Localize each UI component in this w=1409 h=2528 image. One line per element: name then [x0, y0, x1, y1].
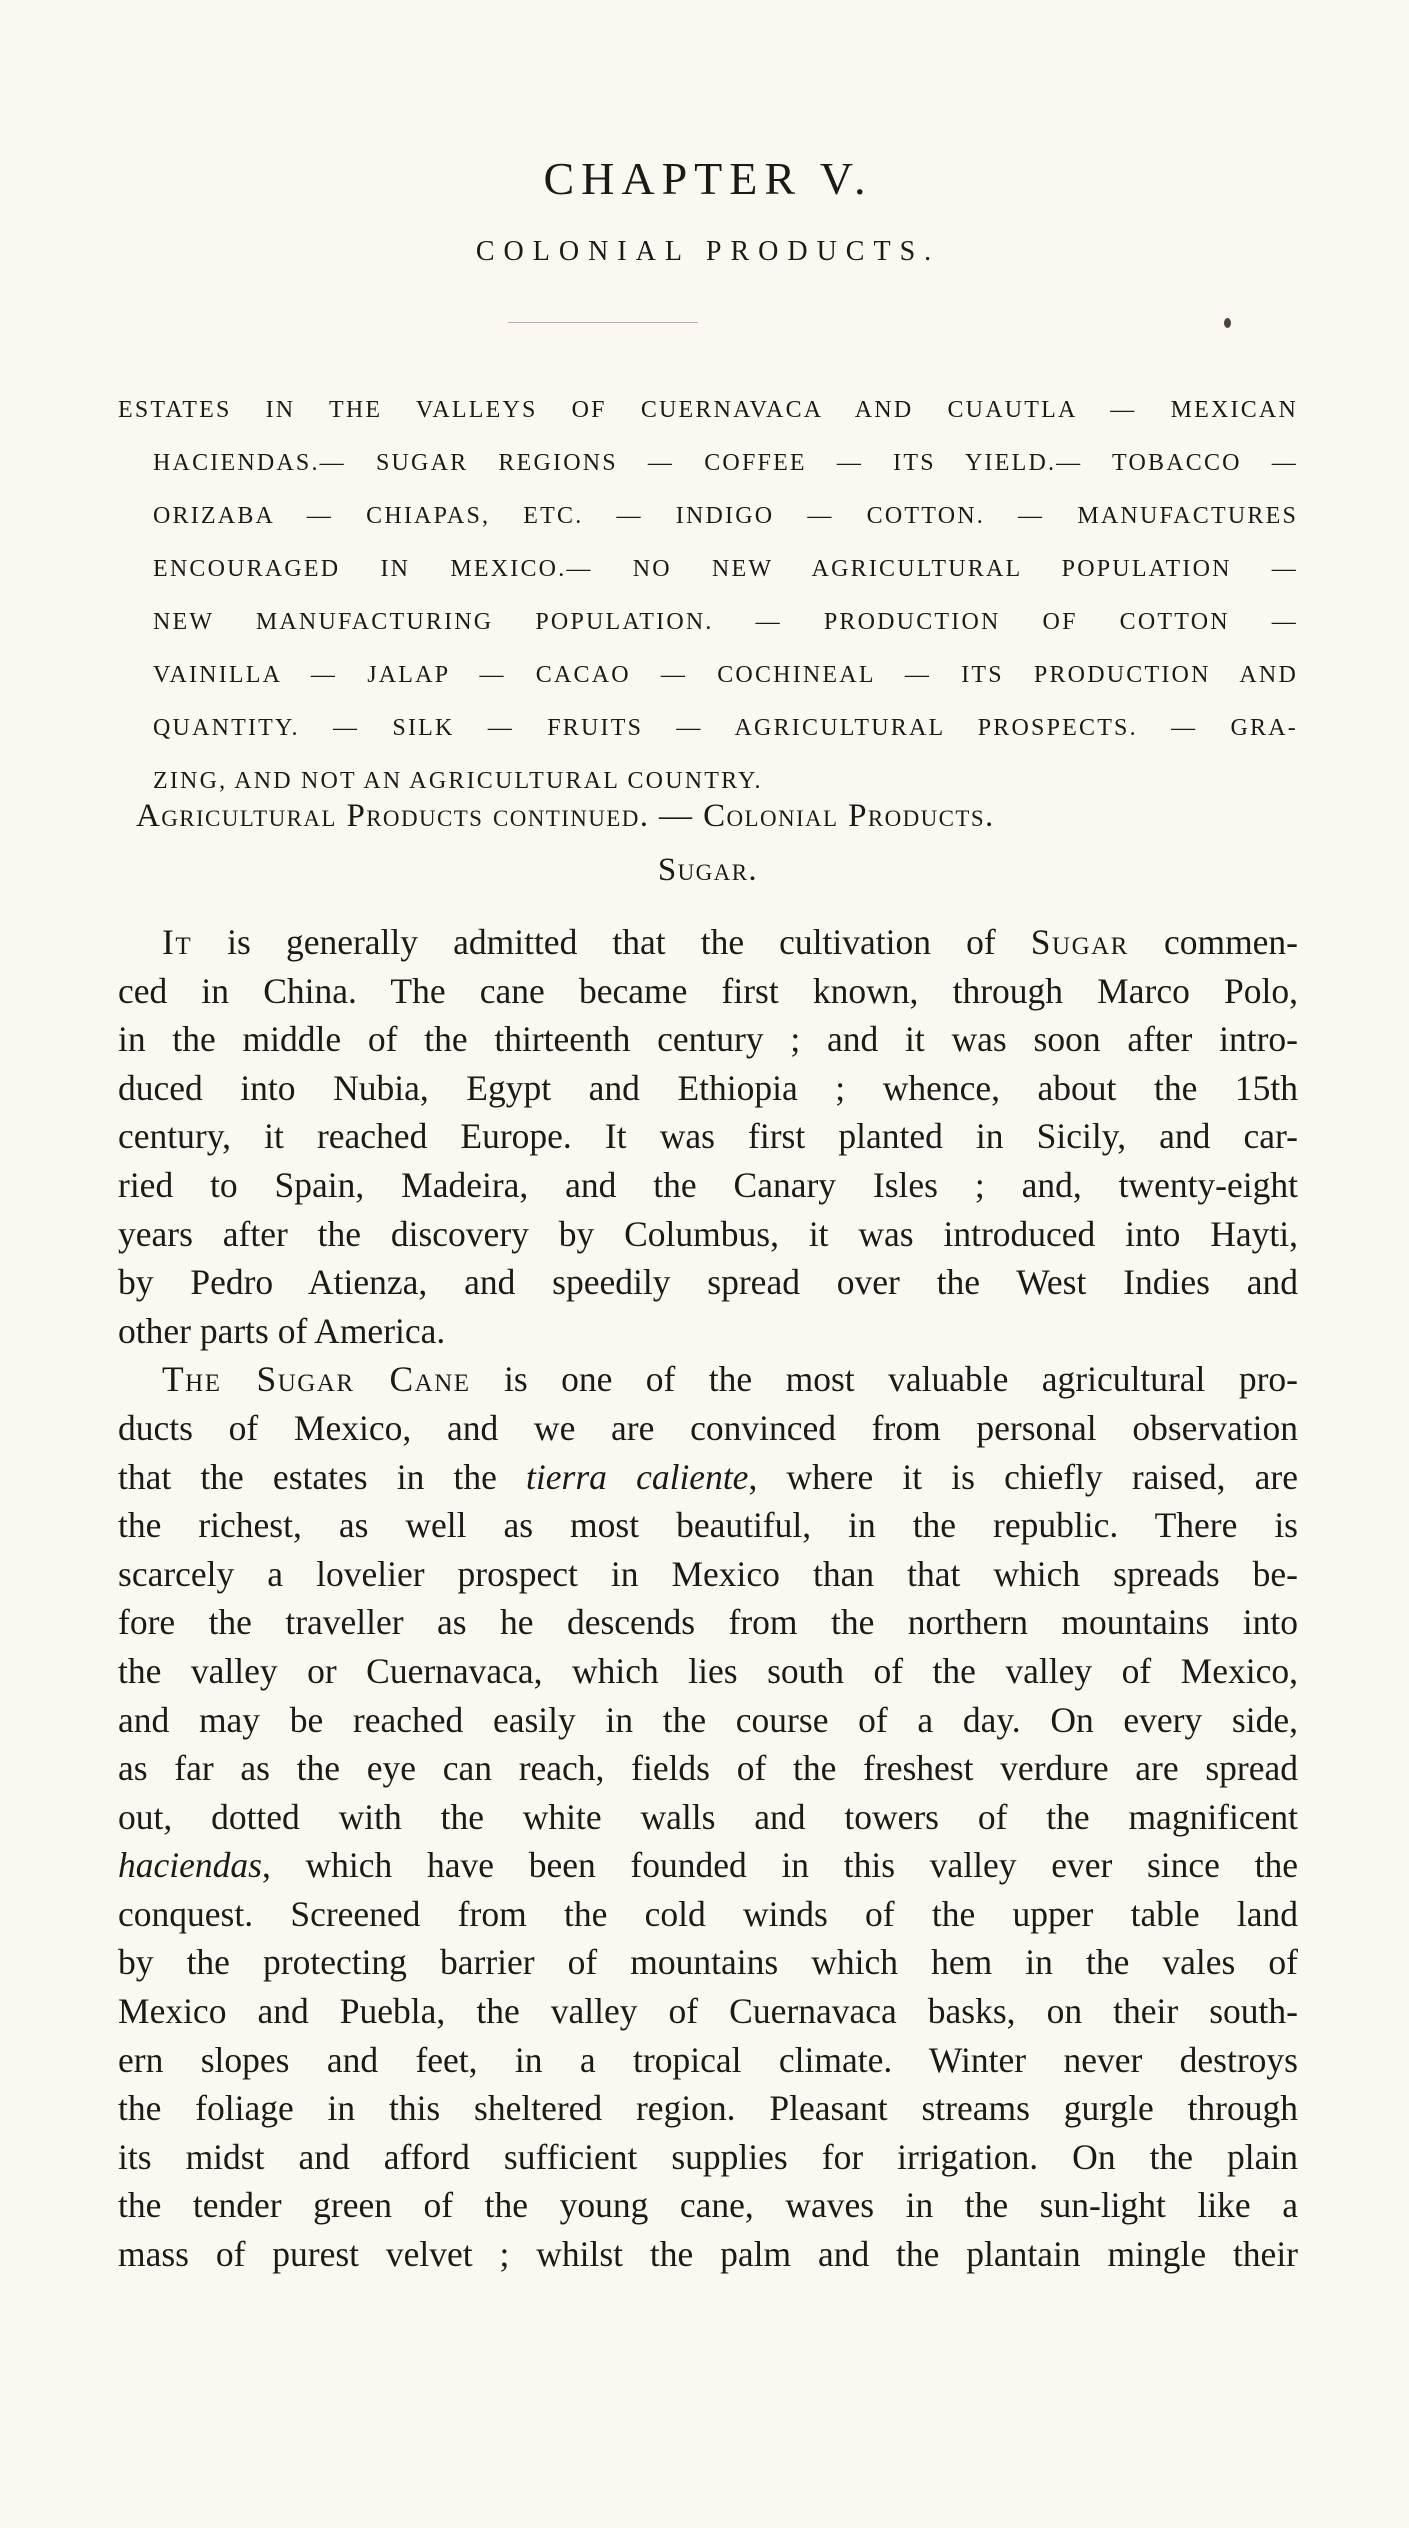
opening-word: It: [162, 922, 193, 962]
body-line: its midst and afford sufficient supplies for irrigation. On the plain: [118, 2136, 1298, 2177]
term-sugar-cane: The Sugar Cane: [162, 1359, 471, 1400]
body-line: duced into Nubia, Egypt and Ethiopia ; whence, about the 15th: [118, 1067, 1298, 1108]
term-haciendas: haciendas: [118, 1845, 262, 1886]
body-line: ced in China. The cane became first known, through Marco Polo,: [118, 970, 1298, 1011]
body-line: by Pedro Atienza, and speedily spread over the West Indies and: [118, 1262, 1298, 1303]
body-line: ried to Spain, Madeira, and the Canary Isles ; and, twenty-eight: [118, 1164, 1298, 1205]
body-line: the richest, as well as most beautiful, in the republic. There is: [118, 1505, 1298, 1546]
argument-line: VAINILLA — JALAP — CACAO — COCHINEAL — ITS PRODUCTION AND: [153, 662, 1298, 688]
body-line: Mexico and Puebla, the valley of Cuernavaca basks, on their south-: [118, 1991, 1298, 2032]
body-line: The Sugar Cane is one of the most valuable agricultural pro-: [162, 1359, 1298, 1400]
chapter-title: CHAPTER V.: [543, 153, 873, 204]
body-line: and may be reached easily in the course of a day. On every side,: [118, 1699, 1298, 1740]
body-line: other parts of America.: [118, 1310, 446, 1351]
body-line: as far as the eye can reach, fields of the freshest verdure are spread: [118, 1748, 1298, 1789]
argument-line: NEW MANUFACTURING POPULATION. — PRODUCTION OF COTTON —: [153, 609, 1298, 635]
body-line: the tender green of the young cane, waves in the sun-light like a: [118, 2185, 1298, 2226]
body-line: ern slopes and feet, in a tropical climate. Winter never destroys: [118, 2039, 1298, 2080]
argument-line: HACIENDAS.— SUGAR REGIONS — COFFEE — ITS YIELD.— TOBACCO —: [153, 450, 1298, 476]
body-line: that the estates in the tierra caliente, where it is chiefly raised, are: [118, 1456, 1298, 1497]
argument-line: QUANTITY. — SILK — FRUITS — AGRICULTURAL PROSPECTS. — GRA-: [153, 715, 1298, 741]
body-line: It is generally admitted that the cultivation of Sugar commen-: [162, 922, 1299, 962]
argument-line: ESTATES IN THE VALLEYS OF CUERNAVACA AND CUAUTLA — MEXICAN: [118, 397, 1298, 423]
body-line: out, dotted with the white walls and towers of the magnificent: [118, 1796, 1298, 1837]
body-line: in the middle of the thirteenth century ; and it was soon after intro-: [118, 1019, 1298, 1060]
body-line: the valley or Cuernavaca, which lies south of the valley of Mexico,: [118, 1650, 1298, 1691]
ornamental-rule: [508, 322, 698, 323]
body-line: haciendas, which have been founded in this valley ever since the: [118, 1845, 1298, 1886]
body-line: mass of purest velvet ; whilst the palm and the plantain mingle their: [118, 2234, 1298, 2275]
body-line: conquest. Screened from the cold winds of the upper table land: [118, 1893, 1298, 1934]
body-line: ducts of Mexico, and we are convinced from personal observation: [118, 1407, 1298, 1448]
chapter-argument: [118, 384, 1298, 808]
section-subheading: Sugar.: [657, 852, 759, 888]
chapter-subtitle: COLONIAL PRODUCTS.: [475, 236, 941, 267]
body-line: years after the discovery by Columbus, it was introduced into Hayti,: [118, 1213, 1298, 1254]
body-line: fore the traveller as he descends from the northern mountains into: [118, 1602, 1298, 1643]
term-tierra-caliente: tierra caliente: [526, 1456, 749, 1497]
section-heading: Agricultural Products continued. — Colonial Products.: [136, 798, 995, 834]
argument-line: ENCOURAGED IN MEXICO.— NO NEW AGRICULTURAL POPULATION —: [153, 556, 1298, 582]
body-line: century, it reached Europe. It was first planted in Sicily, and car-: [118, 1116, 1298, 1157]
body-line: the foliage in this sheltered region. Pleasant streams gurgle through: [118, 2088, 1298, 2129]
term-sugar: Sugar: [1030, 922, 1129, 962]
body-line: by the protecting barrier of mountains which hem in the vales of: [118, 1942, 1298, 1983]
argument-line: ORIZABA — CHIAPAS, ETC. — INDIGO — COTTON. — MANUFACTURES: [153, 503, 1298, 529]
ink-speck: [1224, 318, 1231, 328]
argument-line: ZING, AND NOT AN AGRICULTURAL COUNTRY.: [153, 768, 763, 794]
body-line: scarcely a lovelier prospect in Mexico than that which spreads be-: [118, 1553, 1298, 1594]
body-text: [118, 918, 1298, 2279]
